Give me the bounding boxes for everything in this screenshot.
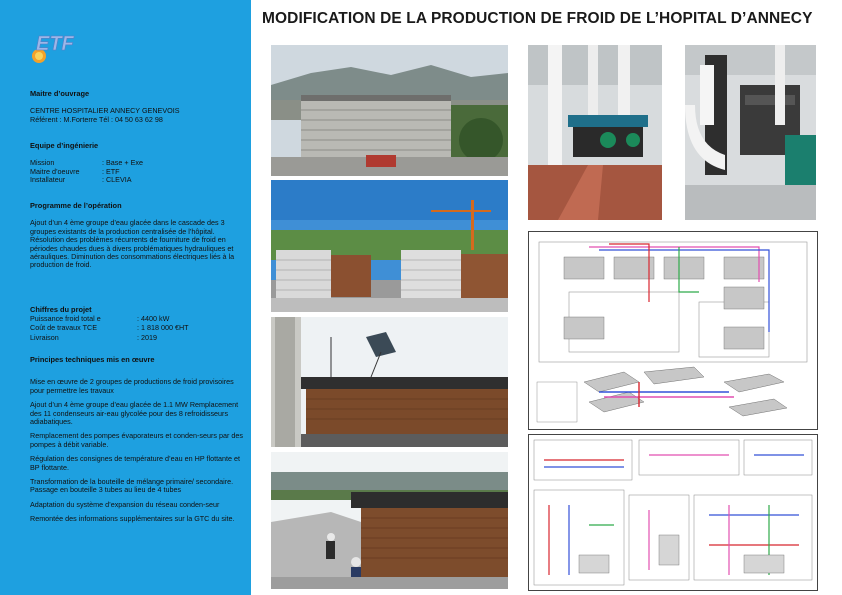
engineering-row: Maitre d’oeuvre : ETF [30, 166, 120, 176]
figures-row: Puissance froid total e : 4400 kW [30, 314, 170, 324]
principle-item: Remplacement des pompes évaporateurs et conden-seurs par des pompes à débit variable. [30, 431, 243, 449]
principle-item: Adaptation du système d’expansion du réseau conden-seur [30, 499, 220, 509]
page-title: MODIFICATION DE LA PRODUCTION DE FROID DE L’HOPITAL D’ANNECY [262, 10, 813, 27]
figures-row: Coût de travaux TCE : 1 818 000 €HT [30, 322, 189, 332]
photo-plant-room-pumps [528, 45, 662, 220]
figures-row: Livraison : 2019 [30, 333, 157, 343]
photo-crane-lifting [271, 317, 508, 447]
principle-item: Remontée des informations supplémentaires sur la GTC du site. [30, 514, 235, 524]
principles-heading: Principes techniques mis en œuvre [30, 355, 155, 364]
client-name: CENTRE HOSPITALIER ANNECY GENEVOIS [30, 106, 180, 116]
principles-section [30, 356, 245, 530]
left-info-panel [0, 0, 251, 595]
svg-text:ETF: ETF [36, 33, 74, 55]
engineering-heading: Equipe d’ingénierie [30, 141, 99, 150]
drawing-roof-plan [528, 231, 818, 430]
client-section [30, 90, 245, 124]
photo-rooftop-coolers [271, 180, 508, 312]
engineering-row: Mission : Base + Exe [30, 158, 143, 168]
client-contact: Référent : M.Forterre Tél : 04 50 63 62 98 [30, 114, 163, 124]
programme-section [30, 202, 245, 276]
client-heading: Maitre d’ouvrage [30, 89, 90, 98]
figures-section [30, 306, 245, 343]
photo-chiller-closeup [685, 45, 816, 220]
photo-hospital-building [271, 45, 508, 176]
etf-logo [30, 26, 120, 66]
principle-item: Mise en œuvre de 2 groupes de productions de froid provisoires pour permettre les travaux [30, 377, 234, 395]
principle-item: Ajout d’un 4 ème groupe d’eau glacée de 1.1 MW Remplacement des 11 condenseurs air-eau glycolée pour des 8 refroidisseurs adiabatiques. [30, 400, 239, 427]
photo-roof-installation [271, 452, 508, 589]
programme-heading: Programme de l’opération [30, 201, 122, 210]
figures-heading: Chiffres du projet [30, 305, 92, 314]
programme-text: Ajout d’un 4 ème groupe d’eau glacée dans le cascade des 3 groupes existants de la production centralisée de l’hôpital. Résolution des problèmes récurrents de fourniture de froid en périodes chaudes dues à divers problématiques hydrauliques et aérauliques. Diminution des consommations électriques liés à la production de froid. [30, 218, 235, 270]
principle-item: Transformation de la bouteille de mélange primaire/ secondaire. Passage en bouteille 3 tubes au lieu de 4 tubes [30, 477, 234, 495]
drawing-hydraulic-schematics [528, 434, 818, 591]
engineering-section [30, 142, 245, 185]
principle-item: Régulation des consignes de température d’eau en HP flottante et BP flottante. [30, 454, 241, 472]
engineering-row: Installateur : CLEVIA [30, 175, 132, 185]
